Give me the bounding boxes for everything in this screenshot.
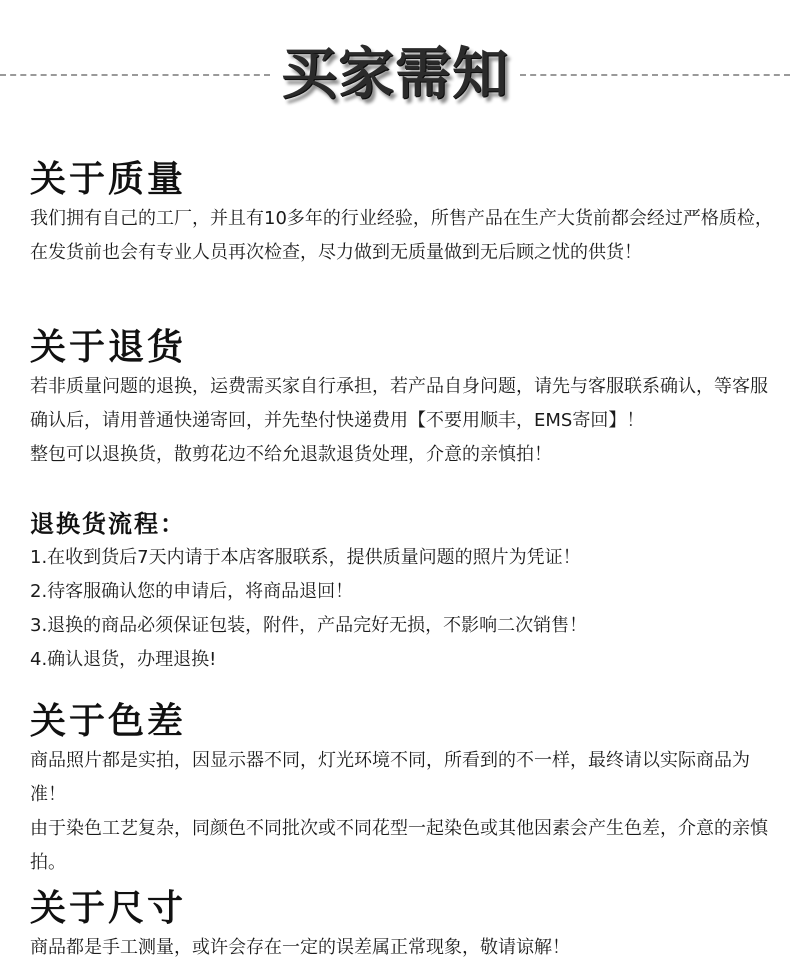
section-size — [30, 887, 775, 965]
page-title: 买家需知 — [281, 42, 509, 107]
process-step-3: 3.退换的商品必须保证包装，附件，产品完好无损，不影响二次销售！ — [30, 615, 588, 636]
section-quality — [30, 158, 775, 270]
dashed-divider-left — [0, 74, 270, 76]
process-step-2: 2.待客服确认您的申请后，将商品退回！ — [30, 581, 354, 602]
process-step-4: 4.确认退货，办理退换! — [30, 649, 217, 670]
section-title-size: 关于尺寸 — [30, 888, 187, 929]
section-title-returns: 关于退货 — [30, 327, 187, 368]
section-title-quality: 关于质量 — [30, 159, 187, 200]
color-paragraph-2: 由于染色工艺复杂，同颜色不同批次或不同花型一起染色或其他因素会产生色差，介意的亲慎拍。 — [30, 818, 768, 873]
process-step-1: 1.在收到货后7天内请于本店客服联系，提供质量问题的照片为凭证！ — [30, 547, 581, 568]
header-banner — [0, 0, 790, 150]
section-title-color-difference: 关于色差 — [30, 701, 187, 742]
returns-paragraph-2: 整包可以退换货，散剪花边不给允退款退货处理，介意的亲慎拍！ — [30, 444, 552, 465]
color-paragraph-1: 商品照片都是实拍，因显示器不同，灯光环境不同，所看到的不一样，最终请以实际商品为准！ — [30, 750, 750, 805]
size-paragraph: 商品都是手工测量，或许会存在一定的误差属正常现象，敬请谅解！ — [30, 937, 570, 958]
returns-paragraph-1: 若非质量问题的退换，运费需买家自行承担，若产品自身问题，请先与客服联系确认，等客服确认后，请用普通快递寄回，并先垫付快递费用【不要用顺丰，EMS寄回】！ — [30, 376, 768, 431]
quality-paragraph: 我们拥有自己的工厂，并且有10多年的行业经验，所售产品在生产大货前都会经过严格质检，在发货前也会有专业人员再次检查，尽力做到无质量做到无后顾之忧的供货！ — [30, 208, 773, 263]
section-color-difference — [30, 700, 775, 880]
section-returns — [30, 326, 775, 472]
dashed-divider-right — [520, 74, 790, 76]
section-title-return-process: 退换货流程： — [30, 510, 186, 538]
section-return-process — [30, 507, 775, 677]
